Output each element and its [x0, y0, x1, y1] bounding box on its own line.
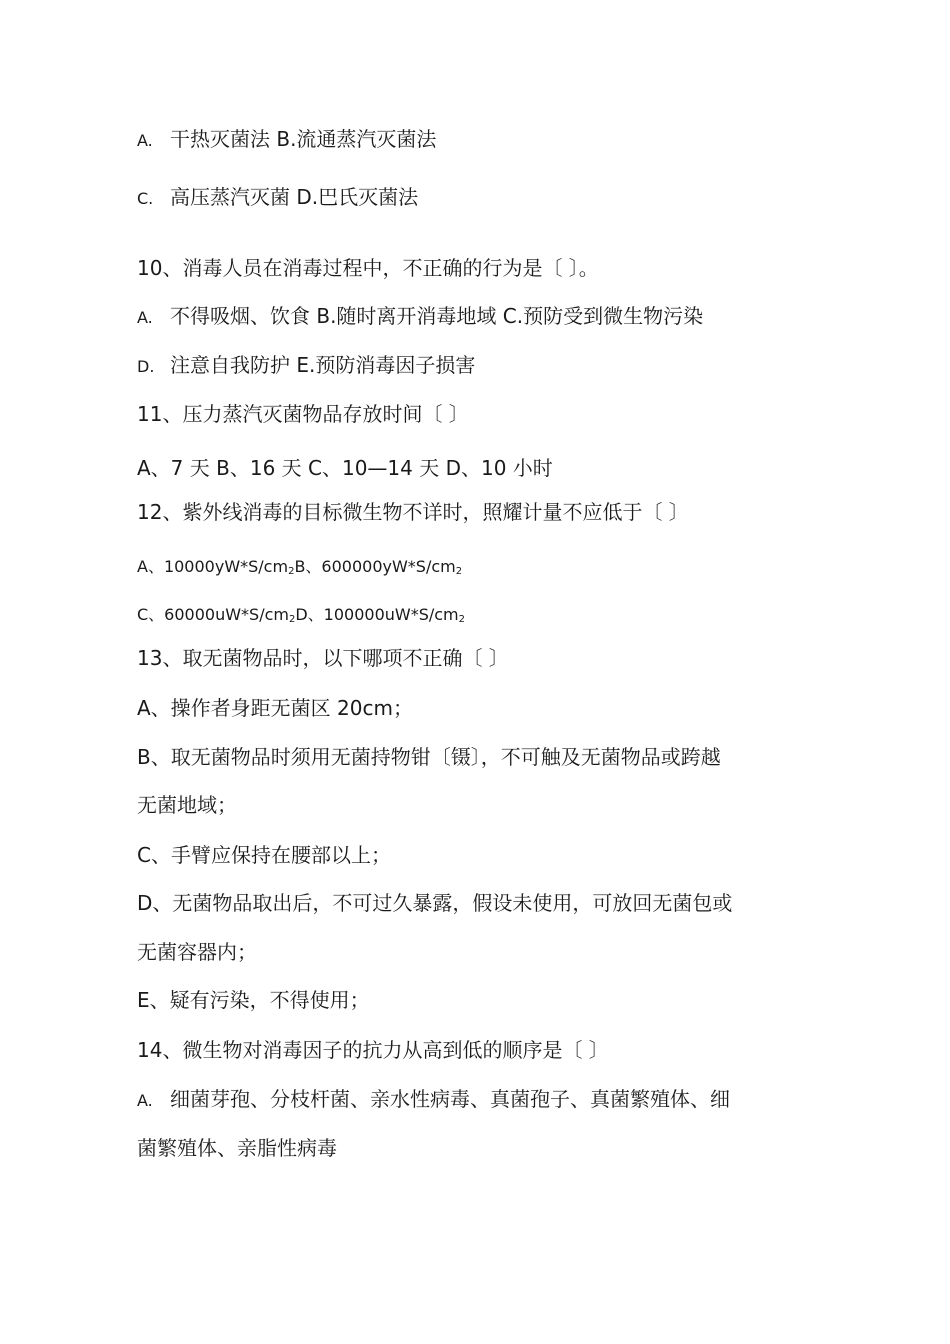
option-line-c-d [137, 185, 418, 211]
q13-option-a [137, 696, 413, 720]
q13-option-d-cont [137, 940, 257, 964]
option-text: 细菌芽孢、分枝杆菌、亲水性病毒、真菌孢子、真菌繁殖体、细 [170, 1087, 730, 1111]
option-text: 干热灭菌法 B.流通蒸汽灭菌法 [170, 127, 437, 151]
subscript: 2 [288, 614, 296, 625]
question-14 [137, 1038, 609, 1062]
question-13 [137, 646, 509, 670]
q10-options-a-c [137, 304, 703, 330]
option-marker: A. [137, 1091, 153, 1110]
question-text: 10、消毒人员在消毒过程中，不正确的行为是〔 〕。 [137, 256, 599, 280]
option-text: 菌繁殖体、亲脂性病毒 [137, 1136, 337, 1160]
q13-option-d [137, 891, 732, 915]
option-c-text: C、60000uW*S/cm [137, 605, 289, 624]
option-d-text: D、100000uW*S/cm [295, 605, 459, 624]
question-text: 11、压力蒸汽灭菌物品存放时间〔 〕 [137, 402, 469, 426]
option-text: 不得吸烟、饮食 B.随时离开消毒地域 C.预防受到微生物污染 [170, 304, 704, 328]
q10-options-d-e [137, 353, 475, 379]
option-marker: C. [137, 189, 154, 208]
option-text: A、操作者身距无菌区 20cm； [137, 696, 413, 720]
q13-option-b-cont [137, 793, 237, 817]
question-text: 13、取无菌物品时，以下哪项不正确〔 〕 [137, 646, 509, 670]
option-marker: D. [137, 357, 155, 376]
option-marker: A. [137, 308, 153, 327]
option-text: 注意自我防护 E.预防消毒因子损害 [170, 353, 476, 377]
q13-option-e [137, 988, 370, 1012]
q12-options-c-d [137, 603, 465, 632]
option-text: B、取无菌物品时须用无菌持物钳〔镊〕，不可触及无菌物品或跨越 [137, 745, 721, 769]
option-text: A、7 天 B、16 天 C、10—14 天 D、10 小时 [137, 456, 553, 480]
question-12 [137, 500, 689, 524]
option-text: C、手臂应保持在腰部以上； [137, 843, 391, 867]
option-line-a-b [137, 127, 436, 153]
subscript: 2 [288, 566, 295, 577]
q13-option-b [137, 745, 721, 769]
option-a-text: A、10000yW*S/cm [137, 557, 289, 576]
question-text: 14、微生物对消毒因子的抗力从高到低的顺序是〔 〕 [137, 1038, 609, 1062]
q14-option-a [137, 1087, 730, 1113]
question-10 [137, 256, 599, 280]
q13-option-c [137, 843, 391, 867]
option-marker: A. [137, 131, 153, 150]
question-text: 12、紫外线消毒的目标微生物不详时，照耀计量不应低于〔 〕 [137, 500, 689, 524]
option-text: 无菌地域； [137, 793, 237, 817]
option-text: 无菌容器内； [137, 940, 257, 964]
option-text: 高压蒸汽灭菌 D.巴氏灭菌法 [170, 185, 419, 209]
q11-options [137, 456, 553, 480]
option-b-text: B、600000yW*S/cm [294, 557, 456, 576]
q12-options-a-b [137, 555, 462, 584]
subscript: 2 [455, 566, 463, 577]
q14-option-a-cont [137, 1136, 337, 1160]
option-text: D、无菌物品取出后，不可过久暴露，假设未使用，可放回无菌包或 [137, 891, 733, 915]
option-text: E、疑有污染，不得使用； [137, 988, 370, 1012]
question-11 [137, 402, 469, 426]
subscript: 2 [458, 614, 466, 625]
